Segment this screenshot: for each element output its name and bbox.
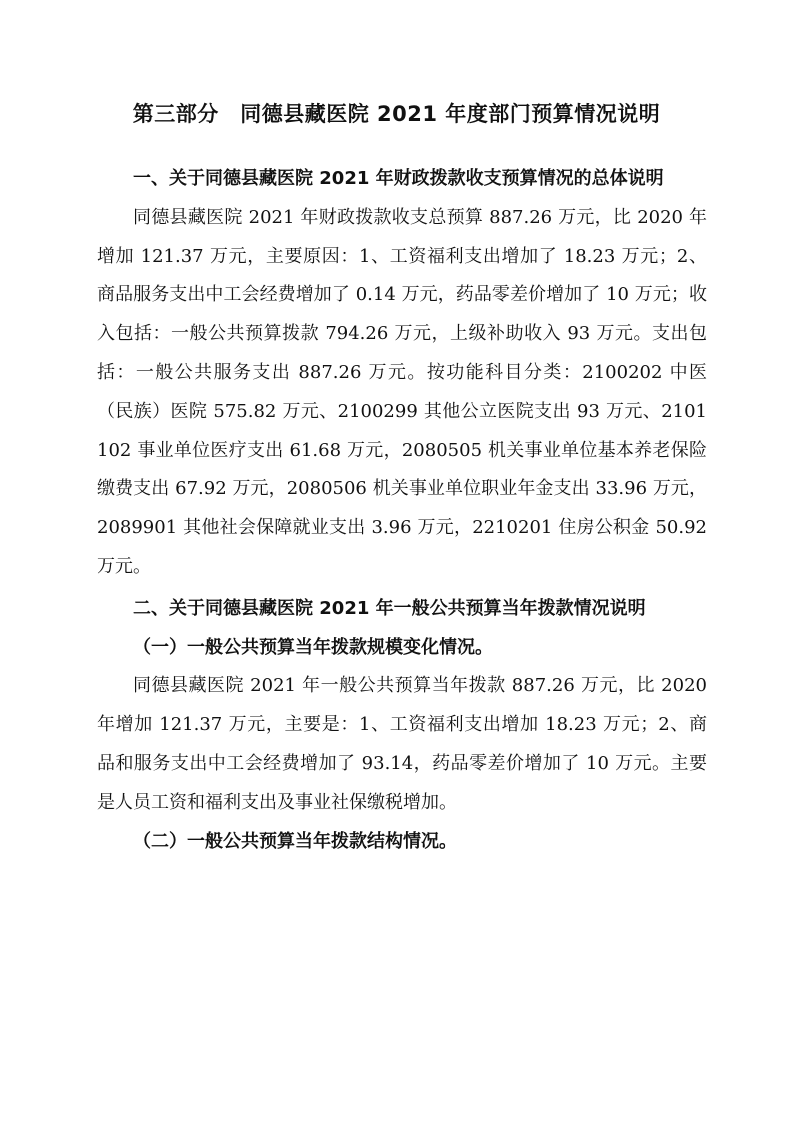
subsection-2-heading: （二）一般公共预算当年拨款结构情况。 xyxy=(133,830,457,852)
section-1-paragraph: 同德县藏医院 2021 年财政拨款收支总预算 887.26 万元，比 2020 年增加 121.37 万元，主要原因：1、工资福利支出增加了 18.23 万元；2、商品服务支出中工会经费增加了 0.14 万元，药品零差价增加了 10 万元；收入包括：一般公共预算拨款 794.26 万元，上级补助收入 93 万元。支出包括：一般公共服务支出 887.26 万元。按功能科目分类：2100202 中医（民族）医院 575.82 万元、2100299 其他公立医院支出 93 万元、2101102 事业单位医疗支出 61.68 万元，2080505 机关事业单位基本养老保险缴费支出 67.92 万元，2080506 机关事业单位职业年金支出 33.96 万元，2089901 其他社会保障就业支出 3.96 万元，2210201 住房公积金 50.92 万元。 xyxy=(97,206,707,577)
subsection-1-heading: （一）一般公共预算当年拨款规模变化情况。 xyxy=(133,636,493,658)
section-2-heading: 二、关于同德县藏医院 2021 年一般公共预算当年拨款情况说明 xyxy=(133,597,646,619)
section-1-heading: 一、关于同德县藏医院 2021 年财政拨款收支预算情况的总体说明 xyxy=(133,168,664,189)
document-body xyxy=(97,160,707,861)
subsection-1-paragraph: 同德县藏医院 2021 年一般公共预算当年拨款 887.26 万元，比 2020 年增加 121.37 万元，主要是：1、工资福利支出增加 18.23 万元；2、商品和服务支出中工会经费增加了 93.14，药品零差价增加了 10 万元。主要是人员工资和福利支出及事业社保缴税增加。 xyxy=(97,675,707,813)
page-title: 第三部分 同德县藏医院 2021 年度部门预算情况说明 xyxy=(132,102,661,126)
